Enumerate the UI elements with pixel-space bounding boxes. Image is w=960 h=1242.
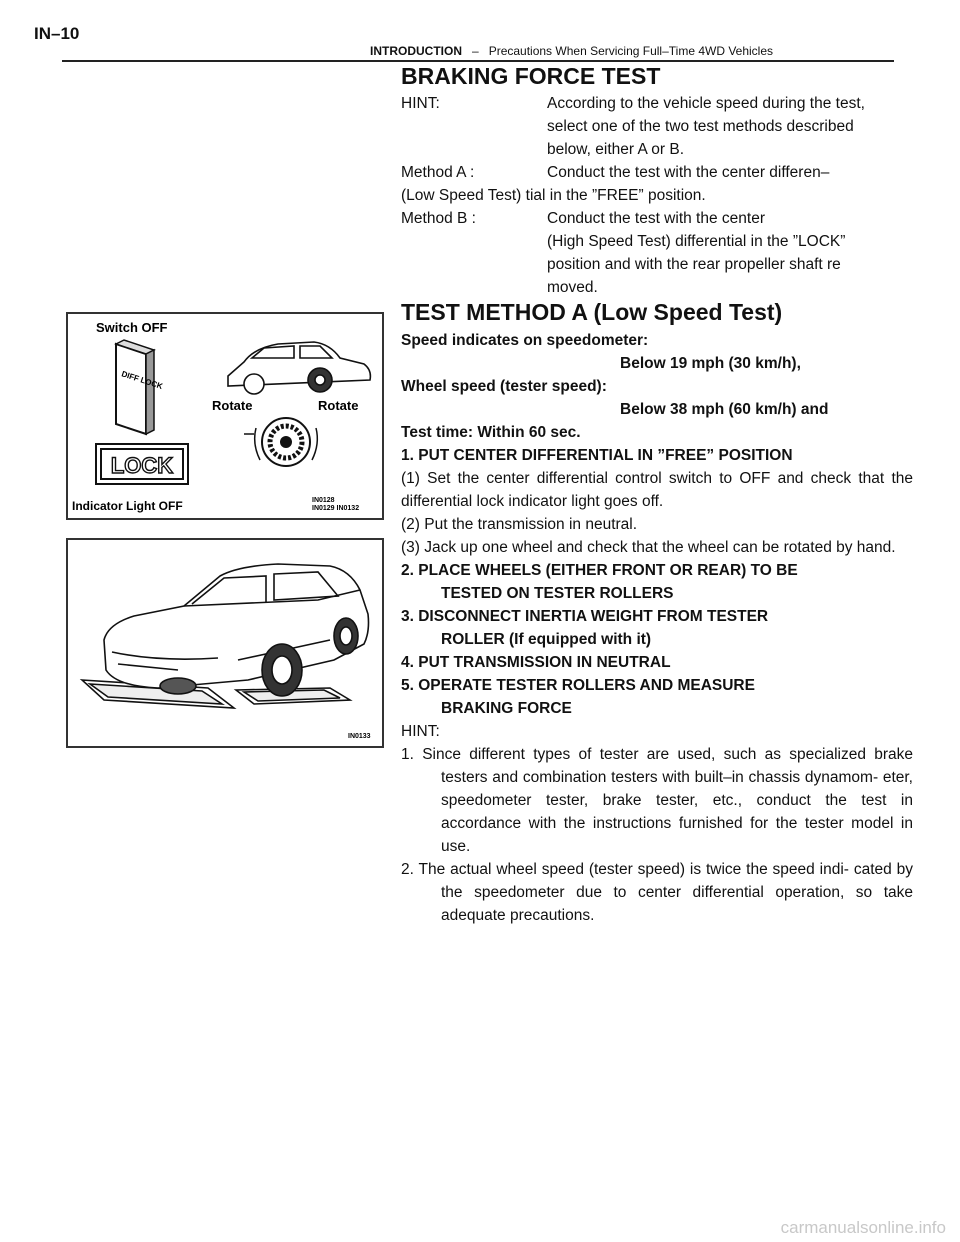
speed-label: Speed indicates on speedometer: [401, 332, 649, 349]
chapter-name: INTRODUCTION [370, 44, 462, 58]
step-1-b: (2) Put the transmission in neutral. [401, 516, 638, 533]
hint-text-3: below, either A or B. [547, 141, 685, 158]
test-method-a-section [401, 298, 913, 927]
test-time: Test time: Within 60 sec. [401, 424, 581, 441]
header-separator: – [472, 44, 479, 58]
step-1-c: (3) Jack up one wheel and check that the wheel can be rotated by hand. [401, 539, 896, 556]
car-on-tester-rollers-icon [82, 564, 369, 708]
step-1-a: (1) Set the center differential control switch to OFF and check that the differential lock indicator light goes off. [401, 470, 913, 510]
page-number: IN–10 [34, 24, 80, 43]
step-1-title: 1. PUT CENTER DIFFERENTIAL IN ”FREE” POSITION [401, 447, 793, 464]
method-b-line-3: position and with the rear propeller shaft re [547, 256, 841, 273]
method-a-title: TEST METHOD A (Low Speed Test) [401, 299, 783, 325]
rotate-left-label: Rotate [212, 398, 253, 413]
braking-title: BRAKING FORCE TEST [401, 63, 661, 89]
watermark: carmanualsonline.info [780, 1218, 946, 1237]
step-2-cont: TESTED ON TESTER ROLLERS [441, 585, 674, 602]
running-header [370, 44, 773, 58]
hint-2: 2. The actual wheel speed (tester speed) is twice the speed indi- cated by the speedometer due to center differential operation, so take adequate precautions. [401, 861, 913, 924]
method-a-text: Conduct the test with the center differen– [547, 164, 830, 181]
method-a-label: Method A : [401, 164, 475, 181]
step-5: 5. OPERATE TESTER ROLLERS AND MEASURE [401, 677, 755, 694]
rotating-wheel-icon [244, 418, 317, 466]
method-b-line-2: (High Speed Test) differential in the ”LOCK” [547, 233, 846, 250]
hint-label: HINT: [401, 95, 440, 112]
braking-force-section [401, 62, 913, 299]
method-b-label: Method B : [401, 210, 476, 227]
method-b-line-4: moved. [547, 279, 598, 296]
figure-car-on-rollers [66, 538, 384, 748]
section-name: Precautions When Servicing Full–Time 4WD Vehicles [488, 44, 774, 58]
hint-1: 1. Since different types of tester are used, such as specialized brake testers and combination testers with built–in chassis dynamom- eter, speedometer tester, brake tester, etc., conduct the test in accordance with the instructions furnished for the tester model in use. [401, 746, 913, 855]
step-3-cont: ROLLER (If equipped with it) [441, 631, 652, 648]
figure-code: IN0133 [348, 733, 371, 740]
hint-text-2: select one of the two test methods described [547, 118, 854, 135]
step-3: 3. DISCONNECT INERTIA WEIGHT FROM TESTER [401, 608, 769, 625]
switch-off-label: Switch OFF [96, 320, 168, 335]
switch-text: DIFF LOCK [120, 369, 164, 392]
figure-code-2: IN0129 IN0132 [312, 505, 360, 512]
step-2: 2. PLACE WHEELS (EITHER FRONT OR REAR) TO BE [401, 562, 798, 579]
hint-label-2: HINT: [401, 723, 440, 740]
wheel-speed-value: Below 38 mph (60 km/h) and [620, 401, 829, 418]
figure-1-drawing [68, 314, 382, 518]
method-b-text: Conduct the test with the center [547, 210, 765, 227]
method-a-line-2: (Low Speed Test) tial in the ”FREE” position. [401, 187, 706, 204]
wheel-speed-label: Wheel speed (tester speed): [401, 378, 607, 395]
figure-switch-indicator [66, 312, 384, 520]
figure-2-drawing [68, 540, 382, 746]
hint-text: According to the vehicle speed during the test, [547, 95, 865, 112]
rotate-right-label: Rotate [318, 398, 359, 413]
indicator-light-label: Indicator Light OFF [72, 499, 183, 513]
step-4: 4. PUT TRANSMISSION IN NEUTRAL [401, 654, 671, 671]
lock-text: LOCK [110, 453, 174, 478]
car-on-jack-icon [228, 342, 370, 394]
speed-value: Below 19 mph (30 km/h), [620, 355, 801, 372]
figure-code-1: IN0128 [312, 497, 335, 504]
step-5-cont: BRAKING FORCE [441, 700, 572, 717]
lock-indicator-icon [96, 444, 188, 484]
diff-lock-switch-icon [116, 340, 164, 434]
